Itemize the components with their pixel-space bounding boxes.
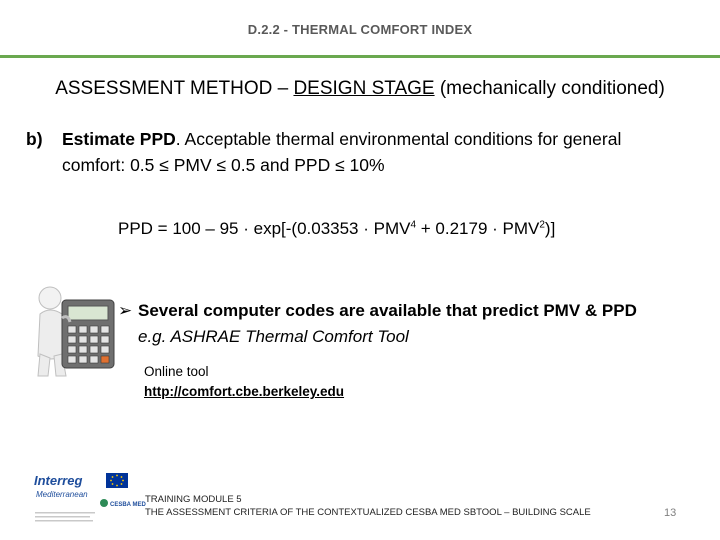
slide-title: [0, 78, 720, 100]
online-tool: [144, 362, 344, 402]
item-b-line1-rest: . Acceptable thermal environmental conditions for general: [175, 129, 622, 149]
online-tool-label: Online tool: [144, 364, 209, 379]
item-b: [26, 126, 706, 178]
footer: [145, 493, 591, 519]
formula-exp2: 2: [539, 219, 545, 231]
svg-text:CESBA MED: CESBA MED: [110, 502, 146, 508]
item-b-text: [62, 126, 706, 178]
interreg-cesba-med-logo: [32, 470, 146, 530]
header-title: D.2.2 - THERMAL COMFORT INDEX: [247, 22, 473, 37]
online-tool-link[interactable]: http://comfort.cbe.berkeley.edu: [144, 384, 345, 399]
formula-part3: )]: [544, 219, 556, 238]
item-b-line2: comfort: 0.5 ≤ PMV ≤ 0.5 and PPD ≤ 10%: [62, 155, 385, 175]
item-b-marker: b): [26, 129, 43, 149]
formula-part2: + 0.2179 · PMV: [416, 219, 540, 238]
slide-title-suffix: (mechanically conditioned): [434, 78, 665, 99]
header-divider: [0, 55, 720, 58]
bullet-line1-text: Several computer codes are available that predict PMV & PPD: [138, 301, 637, 320]
arrow-bullet-icon: ➢: [118, 301, 133, 320]
formula-exp1: 4: [410, 219, 417, 231]
formula-part1: PPD = 100 – 95 · exp[-(0.03353 · PMV: [118, 219, 411, 238]
item-b-bold: Estimate PPD: [62, 129, 176, 149]
slide-title-underlined: DESIGN STAGE: [293, 78, 435, 99]
calculator-person-clipart: [28, 284, 124, 380]
page-number: 13: [664, 507, 677, 519]
footer-line2: THE ASSESSMENT CRITERIA OF THE CONTEXTUALIZED CESBA MED SBTOOL – BUILDING SCALE: [145, 507, 591, 518]
footer-line1: TRAINING MODULE 5: [145, 494, 242, 505]
ppd-formula: [118, 219, 555, 239]
slide-title-prefix: ASSESSMENT METHOD –: [55, 78, 294, 99]
bullet-line2: e.g. ASHRAE Thermal Comfort Tool: [138, 327, 409, 346]
computer-codes-bullet: [118, 298, 637, 350]
bullet-line1: [118, 298, 637, 324]
svg-text:Mediterranean: Mediterranean: [36, 490, 88, 499]
svg-text:Interreg: Interreg: [34, 473, 83, 488]
